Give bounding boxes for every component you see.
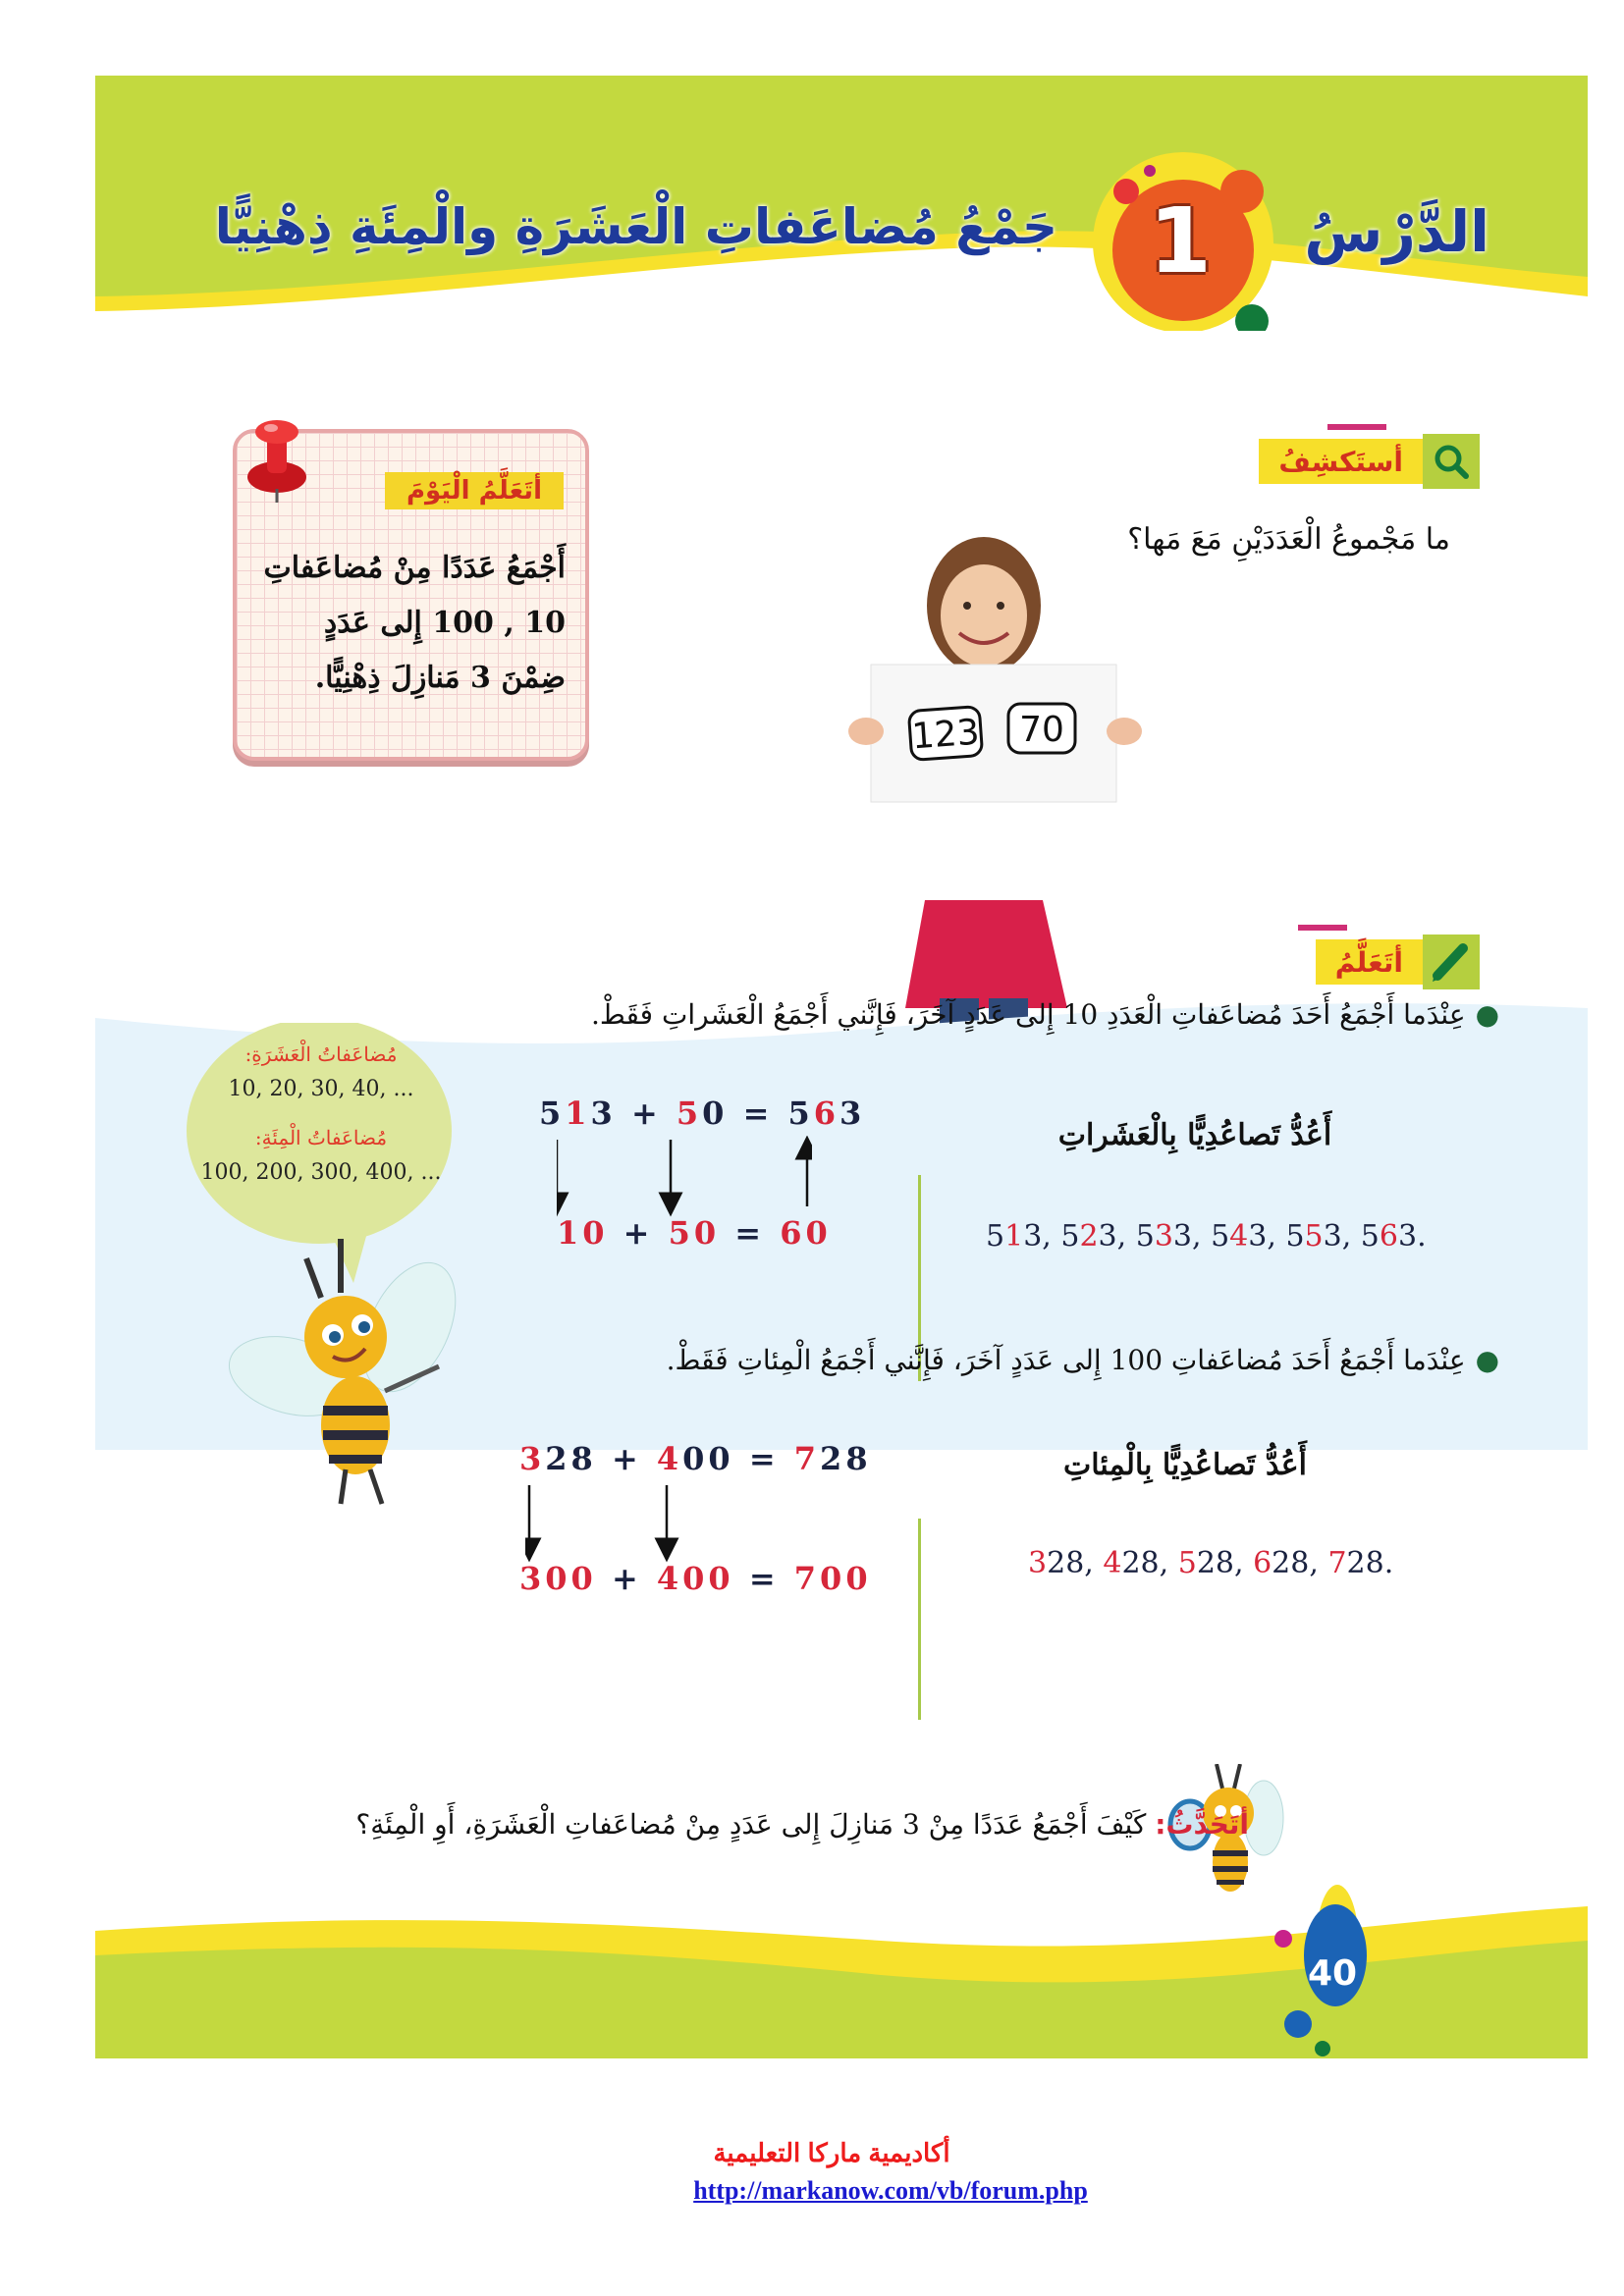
sequence-digit: 8 <box>1140 1546 1160 1580</box>
hundreds-count-sequence <box>1028 1546 1393 1580</box>
sequence-digit: 3 <box>1028 1546 1048 1580</box>
explore-tag-label: أستَكشِفُ <box>1259 439 1423 484</box>
lesson-number: 1 <box>1148 188 1212 294</box>
textbook-page <box>95 76 1588 2058</box>
sequence-digit: 3 <box>1323 1219 1342 1254</box>
sequence-digit: 5 <box>986 1219 1005 1254</box>
part-b: 50 <box>668 1214 721 1252</box>
learn-tag-accent <box>1298 925 1347 931</box>
sequence-digit: 5 <box>1211 1219 1230 1254</box>
tens-equation-top <box>539 1095 865 1132</box>
sequence-digit: 3 <box>1098 1219 1117 1254</box>
bee-mascot-image <box>213 1229 468 1514</box>
sequence-digit: 2 <box>1346 1546 1366 1580</box>
separator: , <box>1084 1546 1104 1580</box>
separator: . <box>1417 1219 1427 1254</box>
bullet-tens: ●عِنْدَما أَجْمَعُ أَحَدَ مُضاعَفاتِ الْعَدَدِ 10 إِلى عَدَدٍ آخَرَ، فَإِنَّني أَجْمَعُ الْعَشَراتِ فَقَطْ. <box>591 998 1499 1031</box>
addend-b-digit: 4 <box>656 1440 683 1477</box>
sequence-digit: 5 <box>1285 1219 1305 1254</box>
bullet-hundreds: ●عِنْدَما أَجْمَعُ أَحَدَ مُضاعَفاتِ 100 إِلى عَدَدٍ آخَرَ، فَإِنَّني أَجْمَعُ الْمِئاتِ فَقَطْ. <box>666 1344 1499 1376</box>
separator: , <box>1192 1219 1212 1254</box>
addend-b-digit: 0 <box>702 1095 729 1132</box>
sequence-digit: 5 <box>1060 1219 1080 1254</box>
sequence-digit: 8 <box>1065 1546 1085 1580</box>
sequence-digit: 3 <box>1154 1219 1173 1254</box>
tens-arrows <box>557 1136 812 1224</box>
learn-tag <box>1316 934 1480 989</box>
sequence-digit: 8 <box>1365 1546 1384 1580</box>
addend-b-digit: 5 <box>676 1095 703 1132</box>
separator: , <box>1309 1546 1328 1580</box>
pushpin-icon <box>238 416 316 505</box>
page-number: 40 <box>1307 1953 1358 1994</box>
explore-tag-accent <box>1327 424 1386 430</box>
sequence-digit: 3 <box>1397 1219 1418 1254</box>
sum-digit: 2 <box>820 1440 846 1477</box>
sequence-digit: 6 <box>1379 1219 1398 1254</box>
credit-name: أكاديمية ماركا التعليمية <box>713 2138 950 2167</box>
sequence-digit: 2 <box>1079 1219 1099 1254</box>
explore-tag <box>1259 434 1480 489</box>
sequence-digit: 2 <box>1121 1546 1141 1580</box>
bubble-tens-label: مُضاعَفاتُ الْعَشَرَةِ: <box>244 1042 398 1066</box>
sign-number-2: 70 <box>1019 710 1064 750</box>
talk-text: كَيْفَ أَجْمَعُ عَدَدًا مِنْ 3 مَنازِلَ إِلى عَدَدٍ مِنْ مُضاعَفاتِ الْعَشَرَةِ، أَوِ الْمِئَةِ؟ <box>355 1808 1147 1841</box>
sequence-digit: 5 <box>1177 1546 1197 1580</box>
addend-a-digit: 8 <box>570 1440 597 1477</box>
addend-b-digit: 0 <box>708 1440 734 1477</box>
plus-sign: + <box>616 1095 677 1132</box>
part-a: 300 <box>519 1560 597 1597</box>
part-sum: 700 <box>793 1560 872 1597</box>
plus-sign: + <box>608 1214 669 1252</box>
equals-sign: = <box>733 1560 794 1597</box>
sequence-digit: 6 <box>1253 1546 1272 1580</box>
addend-b-digit: 0 <box>682 1440 709 1477</box>
addend-a-digit: 1 <box>565 1095 591 1132</box>
sequence-digit: 3 <box>1172 1219 1192 1254</box>
plus-sign: + <box>596 1440 657 1477</box>
addend-a-digit: 5 <box>539 1095 566 1132</box>
learn-tag-label: أتَعَلَّمُ <box>1316 939 1423 985</box>
part-b: 400 <box>656 1560 734 1597</box>
hundreds-equation-top <box>519 1440 872 1477</box>
explore-question: ما مَجْموعُ الْعَدَدَيْنِ مَعَ مَها؟ <box>1127 522 1450 557</box>
equals-sign: = <box>733 1440 794 1477</box>
sequence-digit: 2 <box>1047 1546 1066 1580</box>
bubble-tens-values: 10, 20, 30, 40, ... <box>228 1077 414 1101</box>
bubble-hundreds-values: 100, 200, 300, 400, ... <box>200 1160 442 1185</box>
lesson-label: الدَّرْسُ <box>1304 198 1489 265</box>
addend-a-digit: 3 <box>519 1440 546 1477</box>
sum-digit: 6 <box>813 1095 840 1132</box>
tens-count-sequence <box>986 1219 1427 1254</box>
sequence-digit: 8 <box>1215 1546 1234 1580</box>
pencil-icon <box>1423 934 1480 989</box>
learn-today-text: أَجْمَعُ عَدَدًا مِنْ مُضاعَفاتِ 10 , 100 إِلى عَدَدٍ ضِمْنَ 3 مَنازِلَ ذِهْنِيًّا. <box>263 551 566 695</box>
learn-today-tag: أتَعَلَّمُ الْيَوْمَ <box>385 472 564 509</box>
sum-digit: 7 <box>793 1440 821 1477</box>
separator: , <box>1341 1219 1361 1254</box>
separator: , <box>1042 1219 1061 1254</box>
sequence-digit: 4 <box>1229 1219 1249 1254</box>
magnifier-icon <box>1423 434 1480 489</box>
sequence-digit: 4 <box>1103 1546 1122 1580</box>
sign-number-1: 123 <box>910 712 981 758</box>
sequence-digit: 2 <box>1272 1546 1291 1580</box>
hundreds-count-title: أَعُدُّ تَصاعُدِيًّا بِالْمِئاتِ <box>1063 1448 1307 1482</box>
talk-prompt <box>355 1808 1249 1841</box>
bubble-hundreds-label: مُضاعَفاتُ الْمِئَةِ: <box>254 1126 388 1149</box>
addend-a-digit: 2 <box>545 1440 571 1477</box>
separator: , <box>1267 1219 1286 1254</box>
plus-sign: + <box>596 1560 657 1597</box>
separator: . <box>1383 1546 1394 1580</box>
sequence-digit: 3 <box>1248 1219 1268 1254</box>
divider-hundreds <box>918 1519 921 1720</box>
equals-sign: = <box>728 1095 788 1132</box>
part-sum: 60 <box>780 1214 832 1252</box>
sequence-digit: 3 <box>1023 1219 1043 1254</box>
sum-digit: 3 <box>839 1095 866 1132</box>
sequence-digit: 7 <box>1327 1546 1347 1580</box>
lesson-header <box>95 76 1588 331</box>
sequence-digit: 2 <box>1196 1546 1216 1580</box>
lesson-title: جَمْعُ مُضاعَفاتِ الْعَشَرَةِ والْمِئَةِ ذِهْنِيًّا <box>214 198 1057 255</box>
sequence-digit: 8 <box>1290 1546 1310 1580</box>
sequence-digit: 1 <box>1004 1219 1024 1254</box>
hundreds-arrows <box>525 1481 781 1570</box>
equals-sign: = <box>720 1214 781 1252</box>
tens-count-title: أَعُدُّ تَصاعُدِيًّا بِالْعَشَراتِ <box>1057 1118 1332 1152</box>
sum-digit: 8 <box>845 1440 872 1477</box>
sequence-digit: 5 <box>1135 1219 1155 1254</box>
sum-digit: 5 <box>787 1095 814 1132</box>
sequence-digit: 5 <box>1304 1219 1324 1254</box>
separator: , <box>1116 1219 1136 1254</box>
talk-label: أتَحَدَّثُ: <box>1155 1808 1249 1841</box>
credit-url-link[interactable]: http://markanow.com/vb/forum.php <box>693 2176 1088 2205</box>
separator: , <box>1159 1546 1178 1580</box>
addend-a-digit: 3 <box>590 1095 617 1132</box>
bullet-hundreds-text: عِنْدَما أَجْمَعُ أَحَدَ مُضاعَفاتِ 100 إِلى عَدَدٍ آخَرَ، فَإِنَّني أَجْمَعُ الْمِئاتِ فَقَطْ. <box>666 1344 1466 1376</box>
bullet-tens-text: عِنْدَما أَجْمَعُ أَحَدَ مُضاعَفاتِ الْعَدَدِ 10 إِلى عَدَدٍ آخَرَ، فَإِنَّني أَجْمَعُ الْعَشَراتِ فَقَطْ. <box>591 998 1466 1031</box>
part-a: 10 <box>557 1214 609 1252</box>
sequence-digit: 5 <box>1360 1219 1380 1254</box>
separator: , <box>1234 1546 1254 1580</box>
